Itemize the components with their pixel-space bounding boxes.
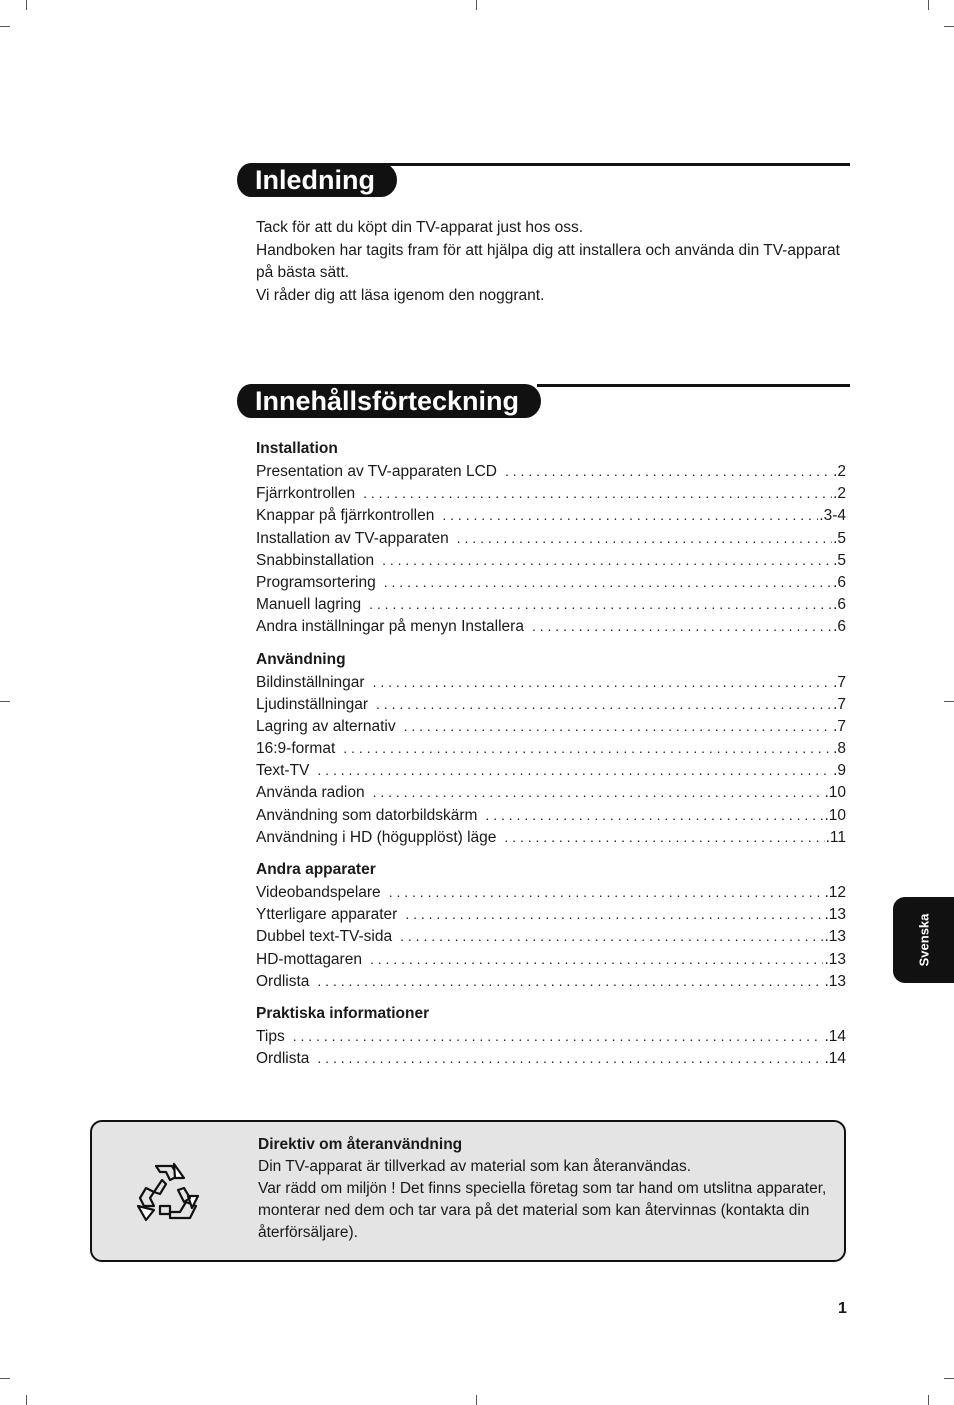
toc-entry-label: Användning som datorbildskärm xyxy=(256,806,478,824)
heading-rule xyxy=(367,163,850,166)
toc-leader-dots xyxy=(317,970,823,992)
toc-entry-label: Programsortering xyxy=(256,573,376,591)
toc-heading xyxy=(237,384,850,424)
toc-entry-label: Andra inställningar på menyn Installera xyxy=(256,618,524,636)
toc-leader-dots xyxy=(532,615,832,637)
toc-entry-page: .7 xyxy=(833,673,846,691)
toc-entry xyxy=(256,571,846,593)
toc-leader-dots xyxy=(343,737,832,759)
intro-heading-label: Inledning xyxy=(237,163,397,197)
toc-leader-dots xyxy=(376,693,832,715)
toc-entry-label: Använda radion xyxy=(256,784,365,802)
toc-entry-label: Text-TV xyxy=(256,762,310,780)
intro-paragraph: Vi råder dig att läsa igenom den noggrant. xyxy=(256,286,545,304)
intro-heading xyxy=(237,163,850,203)
toc-entry xyxy=(256,549,846,571)
intro-text xyxy=(256,217,850,307)
crop-mark xyxy=(476,1395,477,1405)
toc-entry xyxy=(256,925,846,947)
toc-leader-dots xyxy=(485,804,823,826)
toc-group xyxy=(256,1003,846,1069)
toc-entry-page: .10 xyxy=(824,784,846,802)
toc-entry-label: Ytterligare apparater xyxy=(256,906,398,924)
toc-leader-dots xyxy=(505,460,832,482)
toc-entry-label: Presentation av TV-apparaten LCD xyxy=(256,463,497,480)
page-number: 1 xyxy=(838,1300,847,1317)
intro-paragraph: Tack för att du köpt din TV-apparat just hos oss. xyxy=(256,219,584,236)
toc-leader-dots xyxy=(404,715,832,737)
toc-entry-page: .8 xyxy=(833,740,846,758)
toc-entry-label: Installation av TV-apparaten xyxy=(256,529,449,547)
toc-entry xyxy=(256,671,846,693)
toc-group-title: Installation xyxy=(256,440,338,457)
crop-mark xyxy=(26,1395,27,1405)
toc-leader-dots xyxy=(382,549,832,571)
toc-entry-label: Dubbel text-TV-sida xyxy=(256,928,393,946)
crop-mark xyxy=(0,26,10,27)
toc-entry xyxy=(256,826,846,848)
toc-entry-page: .9 xyxy=(833,762,846,780)
toc-leader-dots xyxy=(369,593,832,615)
toc-entry-page: .13 xyxy=(824,906,846,924)
crop-mark xyxy=(26,0,27,10)
toc-entry-page: .13 xyxy=(824,972,846,990)
crop-mark xyxy=(928,0,929,10)
crop-mark xyxy=(476,0,477,10)
toc-leader-dots xyxy=(400,925,823,947)
toc-group xyxy=(256,649,846,849)
toc-group-title: Praktiska informationer xyxy=(256,1004,430,1022)
toc-leader-dots xyxy=(405,903,823,925)
toc-entry-page: .3-4 xyxy=(819,507,846,525)
toc-leader-dots xyxy=(317,759,832,781)
toc-entry xyxy=(256,737,846,759)
toc-entry xyxy=(256,1047,846,1069)
toc-entry-label: Lagring av alternativ xyxy=(256,717,396,735)
toc-entry xyxy=(256,460,846,482)
toc-leader-dots xyxy=(370,948,823,970)
table-of-contents xyxy=(256,438,846,1080)
toc-entry-label: Snabbinstallation xyxy=(256,551,375,569)
toc-entry xyxy=(256,759,846,781)
toc-entry-label: Bildinställningar xyxy=(256,673,365,691)
toc-leader-dots xyxy=(363,482,832,504)
crop-mark xyxy=(944,26,954,27)
toc-entry-page: .7 xyxy=(833,695,846,713)
toc-leader-dots xyxy=(373,781,824,803)
toc-entry-label: Användning i HD (högupplöst) läge xyxy=(256,828,497,846)
toc-entry-page: .12 xyxy=(824,884,846,901)
toc-entry-page: .2 xyxy=(833,463,846,480)
toc-entry xyxy=(256,693,846,715)
toc-group xyxy=(256,859,846,992)
toc-entry xyxy=(256,781,846,803)
toc-entry xyxy=(256,504,846,526)
toc-entry-page: .13 xyxy=(824,950,846,968)
toc-leader-dots xyxy=(457,527,832,549)
toc-entry xyxy=(256,903,846,925)
language-tab-label: Svenska xyxy=(916,913,931,967)
toc-entry-page: .2 xyxy=(833,485,846,503)
recycling-notice xyxy=(90,1120,846,1262)
notice-text xyxy=(258,1134,833,1244)
crop-mark xyxy=(0,701,10,702)
toc-entry-label: HD-mottagaren xyxy=(256,950,362,968)
toc-entry xyxy=(256,715,846,737)
toc-entry xyxy=(256,948,846,970)
toc-group-title: Användning xyxy=(256,650,346,668)
toc-entry xyxy=(256,593,846,615)
toc-entry-label: Videobandspelare xyxy=(256,884,381,901)
notice-line: Var rädd om miljön ! Det finns speciella företag som tar hand om utslitna apparater, monterar ned dem och tar vara på det material som kan återvinnas (kontakta din återförsäljare). xyxy=(258,1180,827,1241)
toc-entry xyxy=(256,1025,846,1047)
toc-entry-page: .14 xyxy=(824,1050,846,1068)
crop-mark xyxy=(944,701,954,702)
toc-entry-page: .5 xyxy=(833,529,846,547)
toc-leader-dots xyxy=(293,1025,824,1047)
toc-entry-label: 16:9-format xyxy=(256,740,336,758)
toc-entry xyxy=(256,527,846,549)
toc-entry-page: .13 xyxy=(824,928,846,946)
notice-line: Din TV-apparat är tillverkad av material som kan återanvändas. xyxy=(258,1158,692,1175)
toc-entry-page: .5 xyxy=(833,551,846,569)
toc-entry-page: .6 xyxy=(833,596,846,614)
toc-entry-page: .10 xyxy=(824,806,846,824)
crop-mark xyxy=(928,1395,929,1405)
toc-entry-page: .6 xyxy=(833,618,846,636)
toc-entry xyxy=(256,482,846,504)
toc-leader-dots xyxy=(389,881,824,903)
toc-group-title: Andra apparater xyxy=(256,861,376,878)
intro-paragraph: Handboken har tagits fram för att hjälpa dig att installera och använda din TV-apparat på bästa sätt. xyxy=(256,241,840,281)
toc-entry-label: Manuell lagring xyxy=(256,596,362,614)
toc-entry-page: .7 xyxy=(833,717,846,735)
toc-leader-dots xyxy=(442,504,818,526)
toc-entry xyxy=(256,881,846,903)
toc-leader-dots xyxy=(504,826,824,848)
toc-entry xyxy=(256,804,846,826)
toc-group xyxy=(256,438,846,638)
toc-entry-label: Knappar på fjärrkontrollen xyxy=(256,507,435,525)
toc-entry-page: .6 xyxy=(833,573,846,591)
crop-mark xyxy=(944,1378,954,1379)
toc-entry-label: Tips xyxy=(256,1027,285,1045)
toc-leader-dots xyxy=(317,1047,823,1069)
language-tab xyxy=(893,897,954,983)
recycle-icon xyxy=(134,1160,202,1228)
toc-leader-dots xyxy=(373,671,833,693)
toc-entry-page: .11 xyxy=(825,828,846,846)
toc-entry-label: Fjärrkontrollen xyxy=(256,485,356,503)
toc-entry-label: Ljudinställningar xyxy=(256,695,369,713)
toc-leader-dots xyxy=(384,571,832,593)
toc-entry-label: Ordlista xyxy=(256,1050,310,1068)
heading-rule xyxy=(537,384,850,387)
notice-title: Direktiv om återanvändning xyxy=(258,1136,463,1153)
toc-entry xyxy=(256,615,846,637)
toc-entry-page: .14 xyxy=(824,1027,846,1045)
toc-entry xyxy=(256,970,846,992)
crop-mark xyxy=(0,1378,10,1379)
toc-entry-label: Ordlista xyxy=(256,972,310,990)
toc-heading-label: Innehållsförteckning xyxy=(237,384,541,418)
